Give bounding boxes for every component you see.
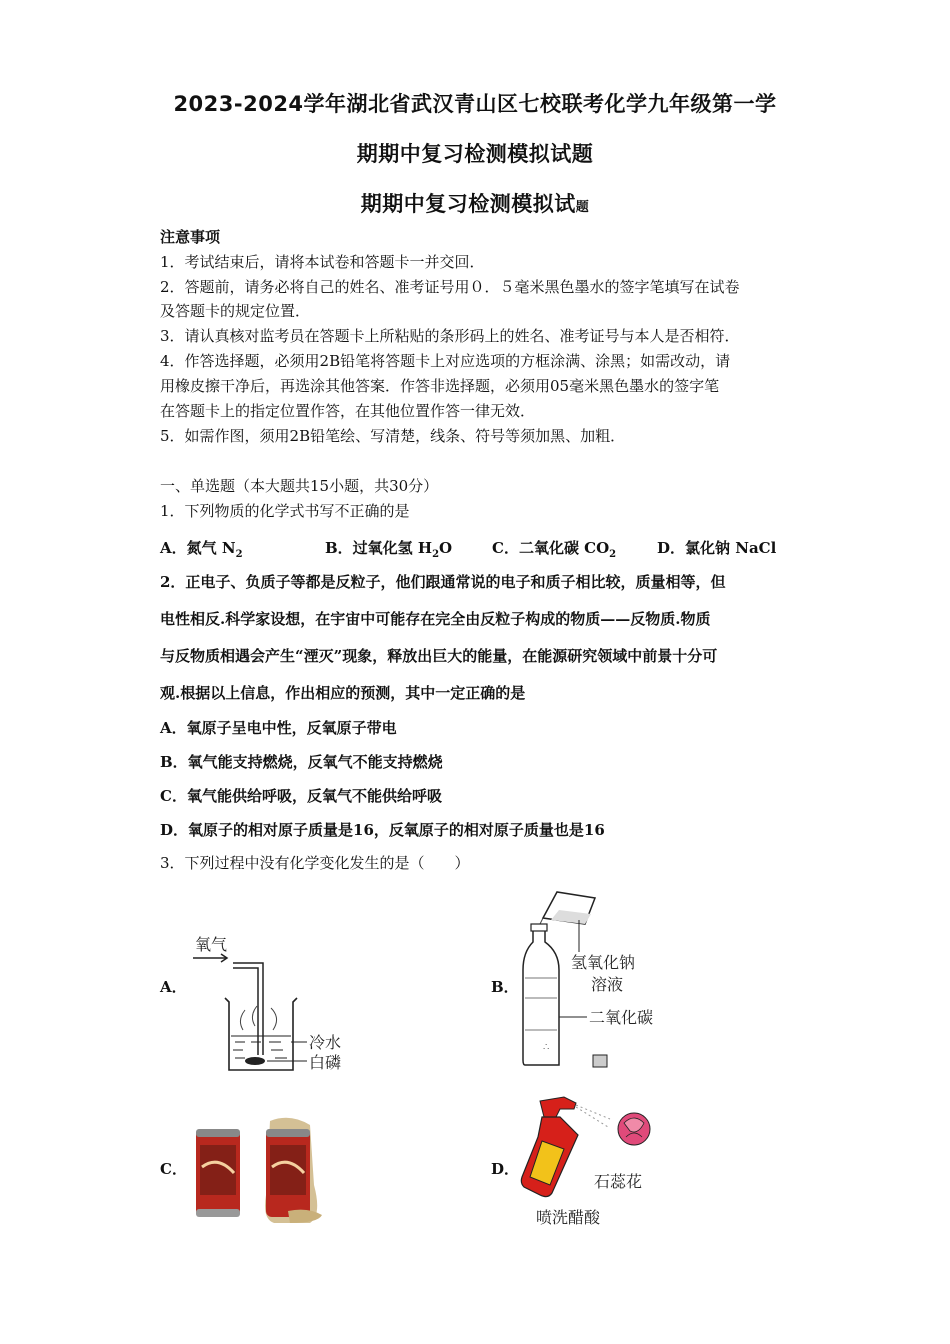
q3-stem: 3．下列过程中没有化学变化发生的是（ ）: [160, 854, 470, 872]
notice-item: 在答题卡上的指定位置作答，在其他位置作答一律无效．: [160, 402, 536, 420]
section-heading: 一、单选题（本大题共15小题，共30分）: [160, 477, 439, 495]
fig-b-solution-label-2: 溶液: [591, 975, 624, 994]
q2-option-a: A．氧原子呈电中性，反氧原子带电: [160, 719, 397, 737]
title-line-3-main: 期期中复习检测模拟试: [360, 192, 576, 216]
title-line-1: 2023-2024学年湖北省武汉青山区七校联考化学九年级第一学: [173, 92, 777, 116]
notice-item: 2．答题前，请务必将自己的姓名、准考证号用０．５毫米黑色墨水的签字笔填写在试卷: [160, 278, 740, 296]
fig-b-solution-label-1: 氢氧化钠: [571, 953, 636, 972]
fig-b-gas-label: 二氧化碳: [589, 1008, 654, 1027]
q2-stem-line: 电性相反.科学家设想，在宇宙中可能存在完全由反粒子构成的物质——反物质.物质: [160, 610, 711, 628]
q1-option-a: A．氮气 $N_2$: [160, 539, 243, 560]
q2-option-d: D．氧原子的相对原子质量是16，反氧原子的相对原子质量也是16: [160, 821, 605, 839]
notice-heading: 注意事项: [160, 228, 221, 246]
fig-d-spray-head: [540, 1097, 576, 1117]
q1-option-d: D．氯化钠 NaCl: [657, 539, 777, 557]
q3-figure-d-spray: [520, 1095, 670, 1230]
q2-option-c: C．氧气能供给呼吸，反氧气不能供给呼吸: [160, 787, 442, 805]
notice-item: 1．考试结束后，请将本试卷和答题卡一并交回．: [160, 253, 485, 271]
notice-item: 用橡皮擦干净后，再选涂其他答案．作答非选择题，必须用05毫米黑色墨水的签字笔: [160, 377, 720, 395]
notice-item: 3．请认真核对监考员在答题卡上所粘贴的条形码上的姓名、准考证号与本人是否相符．: [160, 327, 740, 345]
title-line-3: [0, 188, 950, 218]
title-line-3-tail: 题: [575, 200, 590, 215]
q2-option-b: B．氧气能支持燃烧，反氧气不能支持燃烧: [160, 753, 443, 771]
q1-option-b: B．过氧化氢 $H_2O$: [325, 539, 453, 560]
notice-item: 5．如需作图，须用2B铅笔绘、写清楚，线条、符号等须加黑、加粗．: [160, 427, 626, 445]
q2-stem-line: 观.根据以上信息，作出相应的预测，其中一定正确的是: [160, 684, 526, 702]
fig-b-cap: [593, 1055, 607, 1067]
q3-figure-a-beaker: [185, 930, 365, 1080]
q3-figure-b-bottle: [515, 880, 705, 1075]
fig-a-phosphorus-label: 白磷: [309, 1053, 342, 1072]
title-line-2: 期期中复习检测模拟试题: [356, 142, 594, 166]
q3-label-b: B．: [491, 978, 519, 996]
q1-stem: 1．下列物质的化学式书写不正确的是: [160, 502, 410, 520]
fig-d-flower: [618, 1113, 650, 1145]
notice-item: 及答题卡的规定位置．: [160, 302, 311, 320]
svg-text:∴: ∴: [543, 1042, 550, 1053]
notice-item: 4．作答选择题，必须用2B铅笔将答题卡上对应选项的方框涂满、涂黑；如需改动，请: [160, 352, 731, 370]
fig-a-phosphorus: [245, 1057, 265, 1065]
q1-option-c: C．二氧化碳 $CO_2$: [492, 539, 617, 560]
fig-a-gas-label: 氧气: [195, 935, 228, 954]
q3-figure-c-cans: [190, 1115, 330, 1225]
fig-a-water-label: 冷水: [309, 1033, 342, 1052]
q3-label-a: A．: [160, 978, 187, 996]
q2-stem-line: 2．正电子、负质子等都是反粒子，他们跟通常说的电子和质子相比较，质量相等，但: [160, 573, 726, 591]
q3-label-d: D．: [491, 1160, 520, 1178]
fig-d-flower-label: 石蕊花: [594, 1172, 643, 1191]
fig-d-spray-label: 喷洗醋酸: [536, 1208, 601, 1227]
q3-label-c: C．: [160, 1160, 187, 1178]
q2-stem-line: 与反物质相遇会产生“湮灭”现象，释放出巨大的能量，在能源研究领域中前景十分可: [160, 647, 718, 665]
